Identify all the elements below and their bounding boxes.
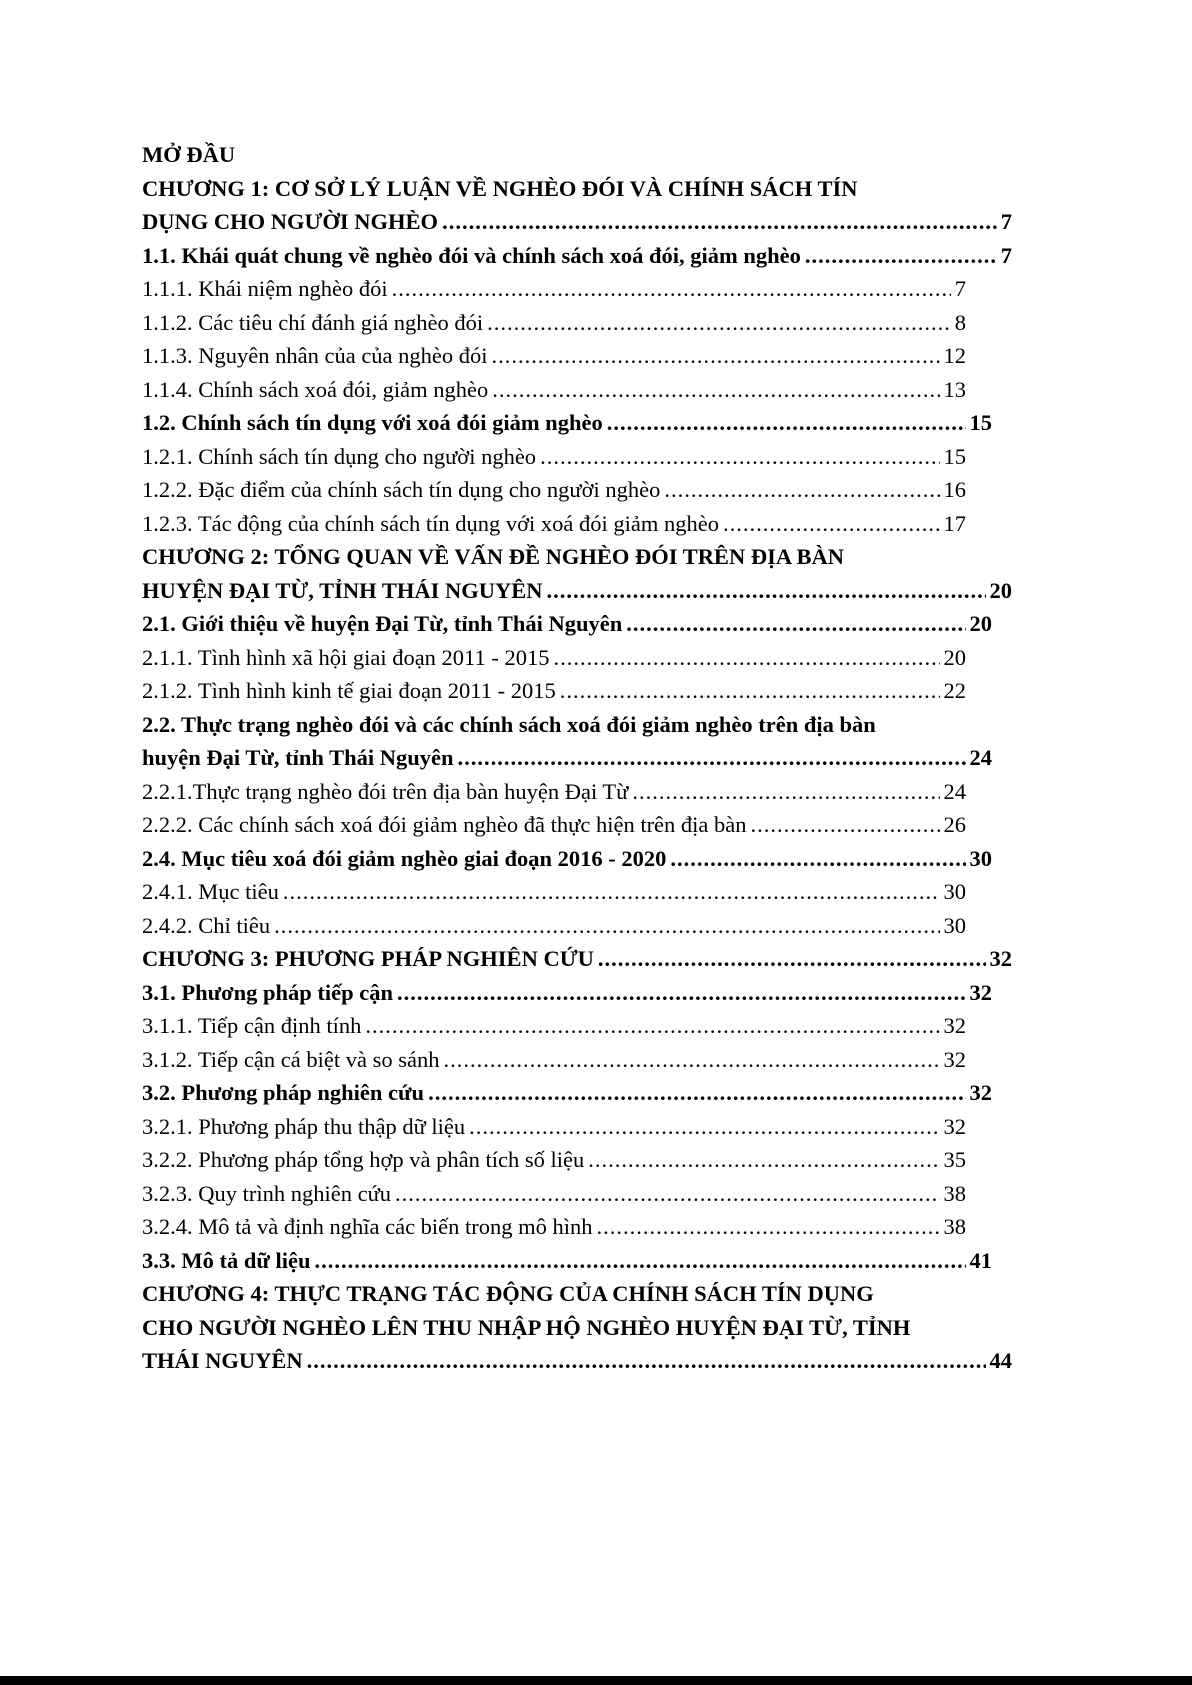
toc-dot-leader (598, 942, 986, 976)
toc-entry (142, 473, 966, 507)
toc-entry-title: 1.2.2. Đặc điểm của chính sách tín dụng cho người nghèo (142, 477, 661, 502)
toc-entry-title: CHƯƠNG 3: PHƯƠNG PHÁP NGHIÊN CỨU (142, 946, 594, 971)
toc-dot-leader (487, 306, 951, 340)
toc-dot-leader (492, 373, 939, 407)
toc-entry-title: 3.2.3. Quy trình nghiên cứu (142, 1180, 392, 1206)
toc-entry-title: 3.2. Phương pháp nghiên cứu (142, 1080, 425, 1105)
toc-entry-title: DỤNG CHO NGƯỜI NGHÈO (142, 209, 439, 234)
toc-entry-title: HUYỆN ĐẠI TỪ, TỈNH THÁI NGUYÊN (142, 577, 543, 603)
toc-dot-leader (540, 440, 939, 474)
toc-dot-leader (547, 574, 986, 608)
toc-dot-leader (428, 1076, 965, 1110)
toc-entry (142, 1311, 1012, 1345)
toc-page-number: 20 (969, 611, 992, 636)
toc-dot-leader (723, 507, 940, 541)
toc-dot-leader (443, 1043, 939, 1077)
toc-entry (142, 540, 1012, 574)
toc-page-number: 32 (943, 1013, 966, 1038)
toc-entry-title: MỞ ĐẦU (142, 142, 236, 167)
toc-dot-leader (307, 1344, 986, 1378)
toc-entry-title: 1.2.1. Chính sách tín dụng cho người nghèo (142, 443, 537, 469)
toc-entry-title: CHO NGƯỜI NGHÈO LÊN THU NHẬP HỘ NGHÈO HUYỆN ĐẠI TỪ, TỈNH (142, 1314, 911, 1340)
toc-entry-title: 1.1.4. Chính sách xoá đói, giảm nghèo (142, 376, 489, 402)
toc-entry (142, 875, 966, 909)
toc-page-number: 16 (943, 477, 966, 502)
toc-entry (142, 205, 1012, 239)
toc-page-number: 32 (943, 1046, 966, 1072)
toc-entry (142, 607, 992, 641)
toc-page-number: 38 (943, 1214, 966, 1239)
toc-entry (142, 909, 966, 943)
toc-entry (142, 306, 966, 340)
toc-entry-title: 1.2. Chính sách tín dụng với xoá đói giảm nghèo (142, 410, 603, 435)
toc-entry-title: 2.2.1.Thực trạng nghèo đói trên địa bàn huyện Đại Từ (142, 778, 629, 804)
toc-page-number: 32 (943, 1113, 966, 1139)
toc-entry (142, 172, 1012, 206)
toc-entry (142, 674, 966, 708)
toc-dot-leader (626, 607, 965, 641)
toc-dot-leader (458, 741, 966, 775)
toc-entry-title: CHƯƠNG 2: TỔNG QUAN VỀ VẤN ĐỀ NGHÈO ĐÓI TRÊN ĐỊA BÀN (142, 544, 844, 569)
toc-page-number: 12 (943, 343, 966, 368)
toc-entry-title: 2.1.1. Tình hình xã hội giai đoạn 2011 - 2015 (142, 644, 550, 670)
toc-page-number: 32 (989, 946, 1012, 971)
toc-dot-leader (751, 808, 940, 842)
toc-page-number: 7 (954, 276, 966, 301)
toc-entry (142, 775, 966, 809)
toc-page-number: 20 (989, 577, 1012, 603)
toc-entry (142, 1009, 966, 1043)
toc-page-number: 24 (943, 778, 966, 804)
toc-entry-title: 1.1.2. Các tiêu chí đánh giá nghèo đói (142, 309, 484, 335)
toc-page-number: 15 (943, 443, 966, 469)
toc-page-number: 7 (1000, 209, 1012, 234)
toc-page-number: 35 (943, 1147, 966, 1172)
page-bottom-border (0, 1676, 1192, 1685)
toc-entry-title: 3.2.1. Phương pháp thu thập dữ liệu (142, 1113, 466, 1139)
toc-entry (142, 741, 992, 775)
toc-entry (142, 406, 992, 440)
toc-entry (142, 1177, 966, 1211)
toc-entry-title: 1.2.3. Tác động của chính sách tín dụng với xoá đói giảm nghèo (142, 510, 719, 536)
toc-entry-title: 2.1. Giới thiệu về huyện Đại Từ, tỉnh Thái Nguyên (142, 611, 623, 636)
toc-page-number: 24 (969, 745, 992, 770)
toc-dot-leader (397, 976, 965, 1010)
toc-entry-title: 3.1. Phương pháp tiếp cận (142, 979, 394, 1005)
toc-entry (142, 1344, 1012, 1378)
toc-dot-leader (283, 875, 940, 909)
toc-page-number: 8 (954, 309, 966, 335)
toc-dot-leader (315, 1244, 966, 1278)
toc-page-number: 30 (943, 912, 966, 938)
toc-dot-leader (632, 775, 939, 809)
toc-entry-title: THÁI NGUYÊN (142, 1348, 303, 1373)
toc-page-number: 41 (969, 1247, 992, 1273)
toc-entry (142, 842, 992, 876)
toc-page-number: 17 (943, 510, 966, 536)
toc-page-number: 7 (1000, 242, 1012, 268)
toc-dot-leader (805, 239, 997, 273)
toc-entry (142, 507, 966, 541)
toc-entry-title: 2.4.2. Chỉ tiêu (142, 912, 271, 938)
table-of-contents (142, 138, 1012, 1378)
toc-entry (142, 373, 966, 407)
toc-entry-title: 3.1.1. Tiếp cận định tính (142, 1013, 362, 1038)
toc-entry-title: 2.4. Mục tiêu xoá đói giảm nghèo giai đoạn 2016 - 2020 (142, 845, 667, 871)
toc-entry-title: 2.1.2. Tình hình kinh tế giai đoạn 2011 - 2015 (142, 678, 556, 703)
toc-entry-title: 3.3. Mô tả dữ liệu (142, 1247, 311, 1273)
toc-entry (142, 1043, 966, 1077)
toc-page-number: 38 (943, 1180, 966, 1206)
toc-entry (142, 641, 966, 675)
toc-entry (142, 339, 966, 373)
toc-entry (142, 272, 966, 306)
toc-dot-leader (442, 205, 997, 239)
toc-entry-title: 2.2.2. Các chính sách xoá đói giảm nghèo đã thực hiện trên địa bàn (142, 812, 747, 837)
toc-entry-title: 1.1. Khái quát chung về nghèo đói và chính sách xoá đói, giảm nghèo (142, 242, 801, 268)
toc-dot-leader (274, 909, 939, 943)
toc-entry-title: 3.2.4. Mô tả và định nghĩa các biến trong mô hình (142, 1214, 593, 1239)
toc-entry-title: 1.1.1. Khái niệm nghèo đói (142, 276, 388, 301)
toc-entry (142, 942, 1012, 976)
toc-entry-title: CHƯƠNG 4: THỰC TRẠNG TÁC ĐỘNG CỦA CHÍNH SÁCH TÍN DỤNG (142, 1281, 874, 1306)
toc-page-number: 30 (943, 879, 966, 904)
toc-dot-leader (607, 406, 966, 440)
toc-entry-title: 3.1.2. Tiếp cận cá biệt và so sánh (142, 1046, 440, 1072)
toc-entry-title: CHƯƠNG 1: CƠ SỞ LÝ LUẬN VỀ NGHÈO ĐÓI VÀ CHÍNH SÁCH TÍN (142, 175, 858, 201)
toc-dot-leader (588, 1143, 939, 1177)
toc-dot-leader (597, 1210, 940, 1244)
toc-entry (142, 1076, 992, 1110)
toc-page-number: 44 (989, 1348, 1012, 1373)
toc-entry (142, 138, 1012, 172)
toc-entry-title: 2.4.1. Mục tiêu (142, 879, 279, 904)
toc-entry (142, 976, 992, 1010)
toc-dot-leader (365, 1009, 939, 1043)
toc-entry (142, 1244, 992, 1278)
toc-dot-leader (395, 1177, 939, 1211)
toc-dot-leader (469, 1110, 939, 1144)
toc-entry (142, 708, 1012, 742)
toc-entry (142, 1277, 1012, 1311)
toc-dot-leader (492, 339, 940, 373)
toc-entry-title: 2.2. Thực trạng nghèo đói và các chính sách xoá đói giảm nghèo trên địa bàn (142, 711, 876, 737)
toc-page-number: 30 (969, 845, 992, 871)
toc-entry (142, 239, 1012, 273)
toc-page-number: 26 (943, 812, 966, 837)
toc-dot-leader (664, 473, 939, 507)
toc-entry-title: huyện Đại Từ, tỉnh Thái Nguyên (142, 745, 454, 770)
toc-page-number: 20 (943, 644, 966, 670)
toc-dot-leader (392, 272, 951, 306)
toc-entry (142, 1210, 966, 1244)
toc-page-number: 22 (943, 678, 966, 703)
toc-page-number: 13 (943, 376, 966, 402)
toc-entry (142, 1143, 966, 1177)
toc-entry (142, 1110, 966, 1144)
toc-entry-title: 3.2.2. Phương pháp tổng hợp và phân tích số liệu (142, 1147, 585, 1172)
toc-page-number: 32 (969, 1080, 992, 1105)
toc-dot-leader (670, 842, 965, 876)
toc-entry (142, 574, 1012, 608)
toc-page-number: 32 (969, 979, 992, 1005)
toc-entry (142, 440, 966, 474)
toc-entry-title: 1.1.3. Nguyên nhân của của nghèo đói (142, 343, 488, 368)
toc-entry (142, 808, 966, 842)
toc-page-number: 15 (969, 410, 992, 435)
toc-dot-leader (560, 674, 940, 708)
toc-dot-leader (553, 641, 939, 675)
